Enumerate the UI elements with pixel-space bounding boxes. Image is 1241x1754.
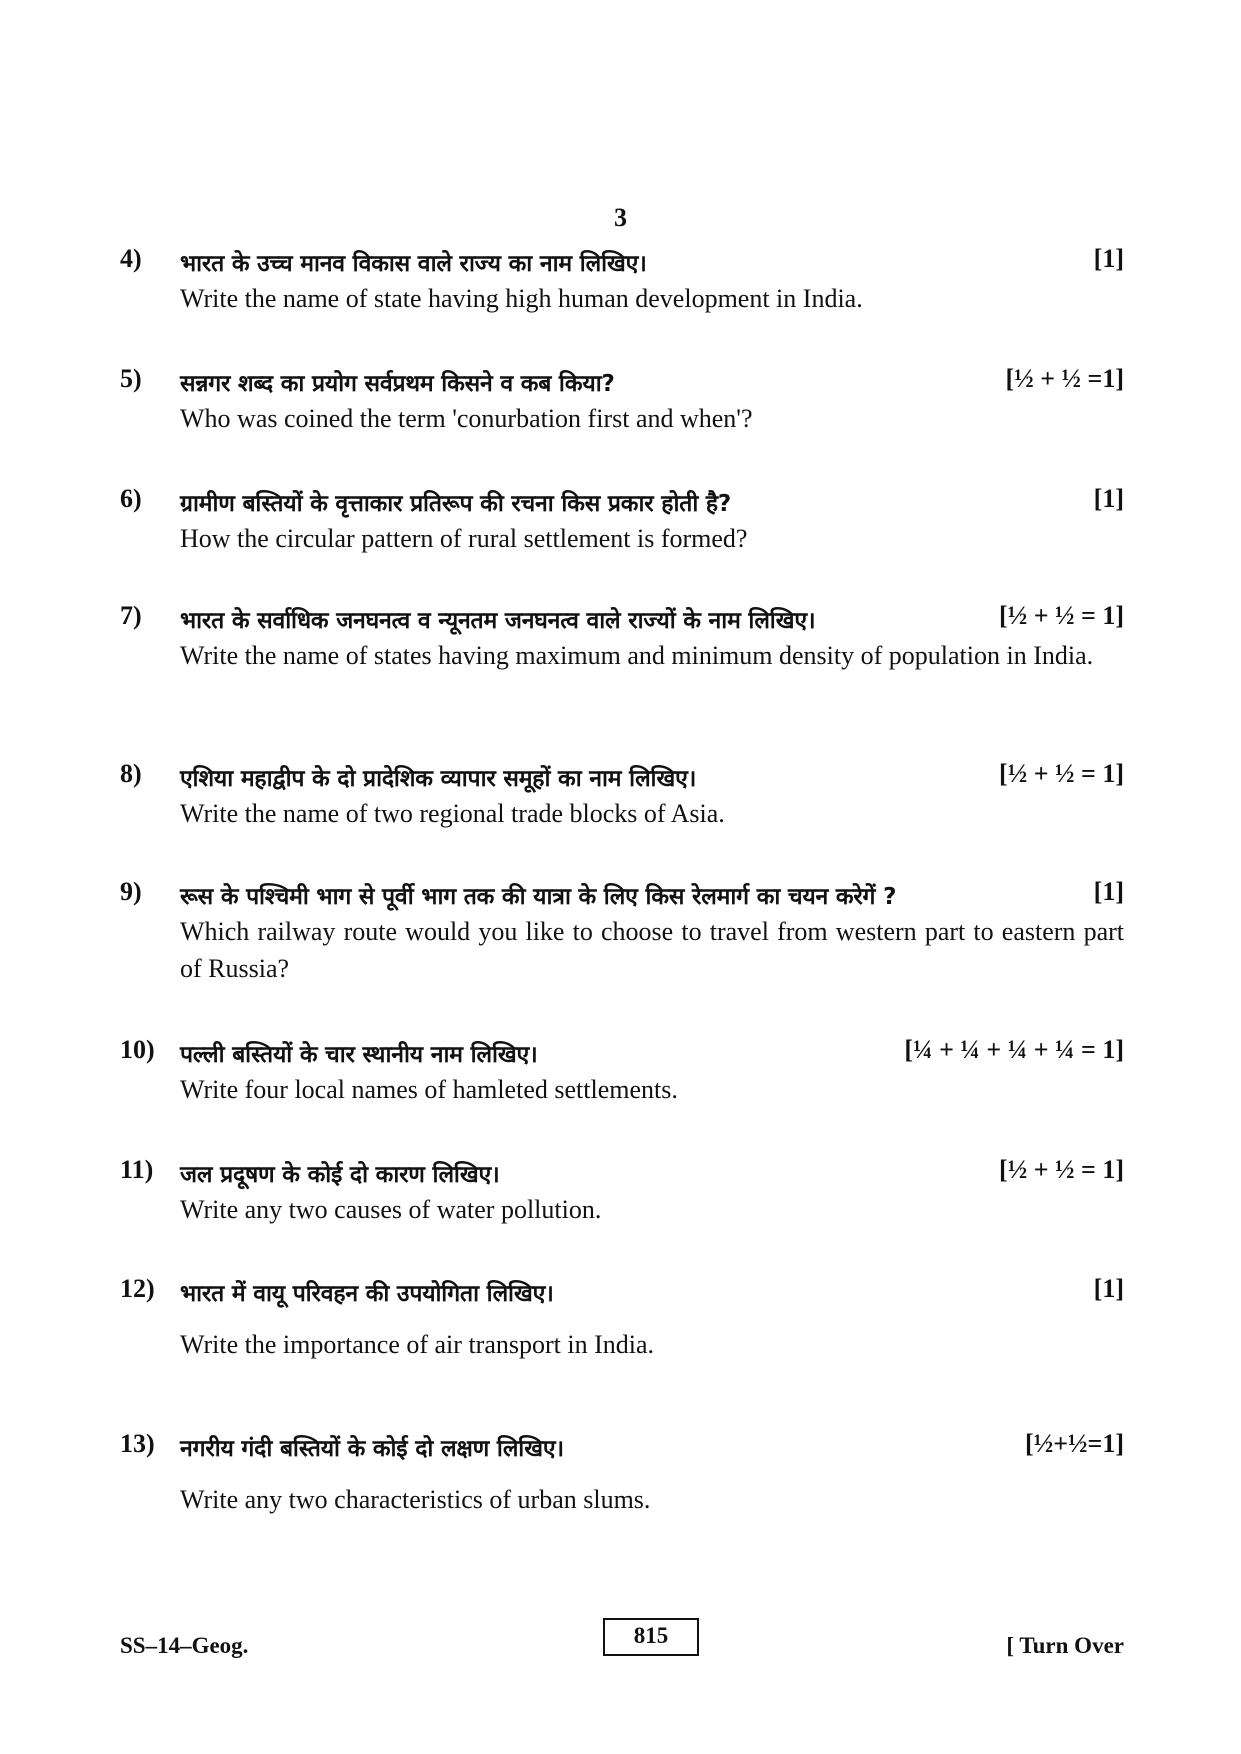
question-marks: [1] (1093, 484, 1124, 513)
question-marks: [½ + ½ =1] (1005, 364, 1124, 393)
paper-code: SS–14–Geog. (120, 1633, 249, 1658)
question-number: 13) (120, 1429, 155, 1458)
question-hindi: भारत में वायू परिवहन की उपयोगिता लिखिए। (180, 1281, 554, 1307)
question-number: 12) (120, 1274, 155, 1303)
question-number: 8) (120, 759, 142, 788)
question-number: 10) (120, 1035, 155, 1064)
question-number: 11) (120, 1155, 154, 1184)
question-english: Write the importance of air transport in India. (180, 1330, 655, 1359)
page-number: 3 (614, 203, 627, 232)
question-hindi: रूस के पश्चिमी भाग से पूर्वी भाग तक की यात्रा के लिए किस रेलमार्ग का चयन करेगें ? (180, 884, 897, 910)
question-english: Write any two characteristics of urban slums. (180, 1485, 651, 1514)
question-marks: [½ + ½ = 1] (999, 1155, 1124, 1184)
turn-over-label: [ Turn Over (1006, 1633, 1124, 1658)
question-hindi: एशिया महाद्वीप के दो प्रादेशिक व्यापार समूहों का नाम लिखिए। (180, 766, 697, 792)
question-hindi: जल प्रदूषण के कोई दो कारण लिखिए। (180, 1162, 500, 1188)
question-hindi: भारत के उच्च मानव विकास वाले राज्य का नाम लिखिए। (180, 251, 647, 277)
question-marks: [½ + ½ = 1] (999, 759, 1124, 788)
question-number: 6) (120, 484, 142, 513)
question-english: Write four local names of hamleted settlements. (180, 1075, 678, 1104)
question-hindi: पल्ली बस्तियों के चार स्थानीय नाम लिखिए। (180, 1042, 538, 1068)
question-marks: [1] (1093, 244, 1124, 273)
question-hindi: ग्रामीण बस्तियों के वृत्ताकार प्रतिरूप की रचना किस प्रकार होती है? (180, 491, 732, 517)
question-english: How the circular pattern of rural settlement is formed? (180, 524, 748, 553)
question-hindi: नगरीय गंदी बस्तियों के कोई दो लक्षण लिखिए। (180, 1436, 564, 1462)
question-english: Write the name of two regional trade blocks of Asia. (180, 799, 725, 828)
question-english: Which railway route would you like to choose to travel from western part to eastern part of Russia? (180, 917, 1124, 983)
question-number: 5) (120, 364, 142, 393)
question-hindi: भारत के सर्वाधिक जनघनत्व व न्यूनतम जनघनत्व वाले राज्यों के नाम लिखिए। (180, 608, 816, 634)
paper-serial-box: 815 (603, 1618, 699, 1656)
question-marks: [½+½=1] (1025, 1429, 1124, 1458)
question-marks: [½ + ½ = 1] (999, 601, 1124, 630)
question-number: 4) (120, 244, 142, 273)
question-marks: [1] (1093, 1274, 1124, 1303)
question-number: 7) (120, 601, 142, 630)
question-marks: [1] (1093, 877, 1124, 906)
question-english: Who was coined the term 'conurbation first and when'? (180, 404, 753, 433)
question-number: 9) (120, 877, 142, 906)
question-english: Write the name of state having high human development in India. (180, 284, 863, 313)
question-marks: [¼ + ¼ + ¼ + ¼ = 1] (904, 1035, 1124, 1064)
question-hindi: सन्नगर शब्द का प्रयोग सर्वप्रथम किसने व कब किया? (180, 371, 615, 397)
question-english: Write any two causes of water pollution. (180, 1195, 602, 1224)
question-english: Write the name of states having maximum and minimum density of population in India. (180, 641, 1094, 670)
